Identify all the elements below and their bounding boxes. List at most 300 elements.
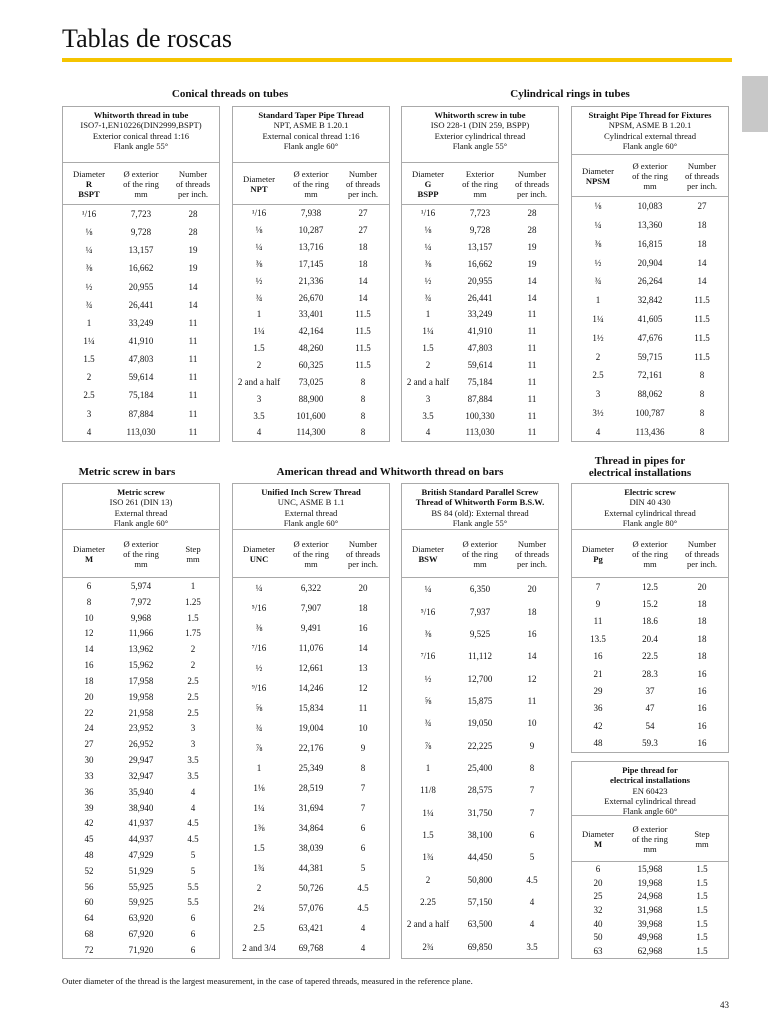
column-header-line: Ø exterior: [123, 168, 159, 179]
table-cell: 1.25: [185, 596, 201, 607]
table-spec-line: ISO7-1,EN10226(DIN2999,BSPT): [80, 120, 202, 131]
column-header-line: Number: [517, 168, 547, 179]
table-cell: 101,600: [296, 410, 326, 421]
table-npsm: [571, 106, 729, 442]
table-cell: 18: [697, 616, 707, 627]
column-header-line: Ø exterior: [293, 168, 329, 179]
table-cell: 2.5: [83, 390, 95, 401]
section-title-metric: Metric screw in bars: [78, 466, 176, 478]
table-cell: 1.5: [696, 904, 708, 915]
table-cell: 11: [527, 393, 537, 404]
table-cell: 14: [358, 292, 368, 303]
table-row: [572, 427, 728, 437]
table-row: [572, 738, 728, 748]
table-cell: 36: [593, 703, 603, 714]
table-row: [63, 318, 219, 328]
column-header: [572, 816, 624, 861]
table-cell: 6: [86, 580, 92, 591]
table-cell: 2: [190, 660, 196, 671]
table-cell: 2: [256, 360, 262, 371]
table-cell: 33,249: [128, 317, 154, 328]
table-row: [63, 354, 219, 364]
table-cell: ½: [424, 673, 432, 684]
table-cell: 8: [360, 393, 366, 404]
table-cell: 5: [529, 852, 535, 863]
table-cell: 5: [190, 849, 196, 860]
table-cell: 20.4: [642, 633, 658, 644]
column-header-line: R: [85, 178, 93, 189]
table-cell: 48: [84, 849, 94, 860]
column-header-row: [572, 816, 728, 862]
column-header: [624, 816, 676, 861]
table-cell: ⅛: [594, 201, 602, 212]
column-header-line: Ø exterior: [632, 823, 668, 834]
table-cell: 4.5: [357, 903, 369, 913]
table-cell: 42: [593, 720, 603, 731]
table-header: [63, 107, 219, 163]
table-row: [402, 718, 558, 728]
table-row: [233, 225, 389, 235]
table-cell: 1.75: [185, 628, 201, 639]
table-cell: 4: [190, 802, 196, 813]
table-row: [572, 686, 728, 696]
table-cell: 11: [527, 427, 537, 438]
table-cell: 20,955: [128, 281, 154, 292]
table-row: [63, 834, 219, 844]
column-header-line: Diameter: [243, 543, 275, 554]
table-cell: 18: [697, 599, 707, 610]
table-cell: 24: [84, 723, 94, 734]
table-cell: 88,062: [637, 389, 663, 400]
table-cell: 7,937: [469, 606, 491, 617]
column-header: [676, 155, 728, 196]
table-cell: 39,968: [637, 918, 663, 929]
table-cell: 26,441: [467, 292, 493, 303]
table-row: [233, 411, 389, 421]
table-cell: ½: [255, 275, 263, 286]
table-cell: 33: [84, 770, 94, 781]
section-title-conical: Conical threads on tubes: [171, 88, 289, 100]
table-cell: 14: [84, 644, 94, 655]
table-cell: 16: [697, 668, 707, 679]
table-cell: 113,030: [465, 427, 495, 438]
table-cell: ¾: [255, 292, 263, 303]
table-cell: ½: [85, 281, 93, 292]
table-cell: 16: [697, 686, 707, 697]
table-body: [572, 862, 728, 958]
table-body: [233, 578, 389, 958]
table-cell: 48: [593, 738, 603, 749]
table-cell: 11: [188, 426, 198, 437]
column-header-line: mm: [473, 558, 487, 569]
table-cell: 75,184: [467, 376, 493, 387]
table-row: [572, 239, 728, 249]
table-cell: 1: [425, 309, 431, 320]
table-cell: ½: [424, 275, 432, 286]
table-row: [63, 597, 219, 607]
table-cell: ¼: [255, 583, 263, 593]
table-cell: 9,491: [300, 623, 322, 633]
table-cell: 11/8: [420, 785, 436, 796]
table-cell: 12: [358, 683, 368, 693]
table-cell: 3.5: [526, 941, 538, 952]
table-row: [402, 343, 558, 353]
table-cell: 9: [360, 743, 366, 753]
table-cell: 87,884: [467, 393, 493, 404]
table-cell: 12: [84, 628, 94, 639]
table-cell: ¼: [255, 242, 263, 253]
table-cell: 14: [358, 643, 368, 653]
table-cell: 8: [86, 596, 92, 607]
table-row: [233, 923, 389, 933]
footnote: Outer diameter of the thread is the largest measurement, in the case of tapered threads, measured in the reference plane.: [62, 976, 473, 986]
table-row: [402, 326, 558, 336]
table-row: [63, 787, 219, 797]
table-cell: ⅞: [255, 743, 263, 753]
table-cell: ¾: [424, 718, 432, 729]
table-cell: 14,246: [298, 683, 324, 693]
table-spec-line: Flank angle 60°: [283, 140, 339, 151]
table-cell: ¼: [424, 584, 432, 595]
column-header: [676, 530, 728, 577]
table-row: [233, 583, 389, 593]
table-row: [572, 919, 728, 929]
column-header-line: Number: [348, 538, 378, 549]
table-cell: 16,815: [637, 238, 663, 249]
table-cell: 3.5: [187, 755, 199, 766]
table-cell: 2: [425, 360, 431, 371]
column-header-line: Ø exterior: [123, 538, 159, 549]
column-header-line: per inch.: [347, 188, 379, 199]
table-title: British Standard Parallel Screw: [421, 487, 539, 497]
table-cell: 37: [645, 686, 655, 697]
table-title: Standard Taper Pipe Thread: [258, 110, 364, 120]
column-header: [337, 530, 389, 577]
column-header: [454, 530, 506, 577]
table-cell: 54: [645, 720, 655, 731]
table-row: [63, 644, 219, 654]
table-row: [63, 581, 219, 591]
table-cell: 14: [527, 292, 537, 303]
table-cell: ⅜: [255, 258, 263, 269]
table-cell: 41,910: [467, 326, 493, 337]
column-header-line: mm: [134, 558, 148, 569]
table-row: [63, 882, 219, 892]
table-row: [63, 300, 219, 310]
table-cell: ¼: [424, 242, 432, 253]
table-cell: 57,076: [298, 903, 324, 913]
table-cell: 22,176: [298, 743, 324, 753]
table-cell: 16: [527, 628, 537, 639]
column-header: [285, 530, 337, 577]
table-row: [572, 669, 728, 679]
table-cell: 18.6: [642, 616, 658, 627]
column-header-line: mm: [695, 838, 709, 849]
table-cell: 11,112: [467, 651, 493, 662]
table-spec-line: UNC, ASME B 1.1: [277, 497, 345, 508]
column-header-line: of threads: [514, 178, 550, 189]
table-row: [63, 866, 219, 876]
table-cell: 2.25: [420, 896, 436, 907]
column-header-line: Number: [178, 168, 208, 179]
table-cell: 1¼: [253, 803, 265, 813]
table-cell: 7,972: [130, 596, 152, 607]
table-cell: ⅛: [85, 227, 93, 238]
column-header-line: of the ring: [632, 170, 668, 181]
table-row: [572, 314, 728, 324]
table-cell: 52: [84, 865, 94, 876]
table-cell: 29,947: [128, 755, 154, 766]
table-cell: ¼: [594, 220, 602, 231]
table-cell: 73,025: [298, 376, 324, 387]
table-cell: 20: [697, 581, 707, 592]
column-header-line: Diameter: [582, 543, 614, 554]
column-header-row: [402, 163, 558, 205]
table-cell: 14: [697, 257, 707, 268]
table-cell: 42,164: [298, 326, 324, 337]
table-cell: ⅛: [255, 225, 263, 236]
table-row: [63, 945, 219, 955]
table-cell: ⅜: [85, 263, 93, 274]
column-header: [624, 155, 676, 196]
table-cell: 2 and a half: [406, 919, 450, 930]
table-cell: 13,360: [637, 220, 663, 231]
table-cell: 16: [358, 623, 368, 633]
column-header-line: Ø exterior: [632, 160, 668, 171]
table-cell: 16,662: [128, 263, 154, 274]
table-cell: 8: [699, 407, 705, 418]
table-row: [233, 259, 389, 269]
table-cell: ⁵/16: [251, 603, 267, 613]
table-cell: 19: [527, 258, 537, 269]
table-cell: 28.3: [642, 668, 658, 679]
table-row: [572, 634, 728, 644]
table-cell: 1: [595, 295, 601, 306]
table-cell: 44,937: [128, 834, 154, 845]
column-header-line: of the ring: [632, 833, 668, 844]
table-cell: 25: [593, 891, 603, 902]
table-cell: 42: [84, 818, 94, 829]
table-cell: 4: [529, 919, 535, 930]
column-header-line: per inch.: [516, 558, 548, 569]
table-cell: 18: [697, 633, 707, 644]
table-title: Whitworth screw in tube: [434, 110, 526, 120]
table-cell: 45: [84, 834, 94, 845]
table-spec-line: Flank angle 60°: [622, 140, 678, 151]
table-row: [402, 696, 558, 706]
column-header-line: NPSM: [585, 175, 611, 186]
table-cell: 64: [84, 913, 94, 924]
table-body: [63, 578, 219, 958]
column-header-line: per inch.: [686, 558, 718, 569]
table-spec-line: External cylindrical thread: [604, 507, 696, 518]
table-cell: 3.5: [187, 770, 199, 781]
column-header-line: of the ring: [293, 548, 329, 559]
column-header-line: mm: [473, 188, 487, 199]
table-cell: 5: [190, 865, 196, 876]
table-title: Metric screw: [117, 487, 165, 497]
table-cell: 11: [527, 695, 537, 706]
table-cell: 11: [188, 336, 198, 347]
table-row: [402, 309, 558, 319]
table-row: [63, 372, 219, 382]
table-cell: 27: [697, 201, 707, 212]
column-header-line: Ø exterior: [462, 538, 498, 549]
table-row: [402, 607, 558, 617]
table-cell: 1.5: [83, 354, 95, 365]
table-cell: ¾: [424, 292, 432, 303]
column-header: [285, 163, 337, 204]
table-title: Pipe thread for: [622, 765, 678, 775]
table-cell: 18: [527, 606, 537, 617]
table-cell: 11.5: [355, 309, 371, 320]
table-cell: 72: [84, 944, 94, 955]
table-spec-line: EN 60423: [632, 785, 668, 796]
column-header-line: of threads: [345, 178, 381, 189]
table-row: [233, 394, 389, 404]
table-cell: 7,907: [300, 603, 322, 613]
column-header-line: Diameter: [73, 168, 105, 179]
table-cell: ½: [255, 663, 263, 673]
table-cell: 63,920: [128, 913, 154, 924]
table-cell: 14: [188, 299, 198, 310]
table-header: [63, 484, 219, 530]
table-cell: 59,614: [467, 360, 493, 371]
table-cell: 50,800: [467, 874, 493, 885]
table-spec-line: Flank angle 60°: [283, 517, 339, 528]
table-cell: 27: [358, 225, 368, 236]
table-title: Whitworth thread in tube: [93, 110, 189, 120]
table-cell: 6: [190, 913, 196, 924]
table-row: [63, 929, 219, 939]
column-header: [115, 530, 167, 577]
table-row: [402, 830, 558, 840]
table-row: [572, 220, 728, 230]
column-header-line: Diameter: [73, 543, 105, 554]
table-cell: 26,670: [298, 292, 324, 303]
table-cell: 2.5: [187, 675, 199, 686]
table-metric: [62, 483, 220, 959]
table-cell: 55,925: [128, 881, 154, 892]
table-row: [402, 629, 558, 639]
column-header-line: Diameter: [412, 168, 444, 179]
column-header-line: M: [84, 553, 94, 564]
table-cell: 11: [527, 376, 537, 387]
table-cell: 11.5: [694, 295, 710, 306]
table-cell: 7: [360, 783, 366, 793]
table-cell: 44,381: [298, 863, 324, 873]
table-cell: 1: [256, 309, 262, 320]
column-header: [676, 816, 728, 861]
table-cell: ¾: [255, 723, 263, 733]
table-cell: 20: [527, 584, 537, 595]
table-row: [233, 723, 389, 733]
table-cell: 11.5: [694, 332, 710, 343]
table-row: [402, 674, 558, 684]
table-row: [402, 394, 558, 404]
table-cell: 11: [188, 408, 198, 419]
table-cell: 5.5: [187, 881, 199, 892]
table-row: [402, 242, 558, 252]
table-header: [572, 107, 728, 155]
table-cell: 5,974: [130, 580, 152, 591]
table-cell: 6,322: [300, 583, 322, 593]
table-row: [402, 377, 558, 387]
table-row: [233, 326, 389, 336]
table-row: [63, 676, 219, 686]
table-cell: 7: [529, 785, 535, 796]
table-cell: 3: [256, 393, 262, 404]
table-row: [402, 763, 558, 773]
table-row: [402, 293, 558, 303]
column-header-line: of the ring: [123, 548, 159, 559]
column-header: [506, 530, 558, 577]
table-row: [402, 651, 558, 661]
column-header-line: of threads: [175, 178, 211, 189]
table-cell: 87,884: [128, 408, 154, 419]
column-header: [233, 530, 285, 577]
table-cell: 2.5: [187, 707, 199, 718]
table-row: [572, 946, 728, 956]
table-cell: 13,157: [467, 242, 493, 253]
table-cell: 3½: [592, 407, 604, 418]
table-title: electrical installations: [610, 775, 690, 786]
table-cell: 48,260: [298, 343, 324, 354]
table-cell: 15,834: [298, 703, 324, 713]
table-cell: 18: [697, 220, 707, 231]
table-cell: 24,968: [637, 891, 663, 902]
table-cell: 13,716: [298, 242, 324, 253]
page-tab: [742, 76, 768, 132]
table-cell: 15,875: [467, 695, 493, 706]
table-row: [233, 242, 389, 252]
table-cell: 9,728: [130, 227, 152, 238]
table-row: [63, 336, 219, 346]
table-row: [63, 818, 219, 828]
table-cell: 6: [360, 823, 366, 833]
table-cell: 11: [527, 343, 537, 354]
table-body: [402, 205, 558, 441]
table-cell: 6: [529, 829, 535, 840]
table-cell: 31,750: [467, 807, 493, 818]
column-header-line: Number: [687, 538, 717, 549]
table-cell: 1.5: [422, 343, 434, 354]
table-row: [63, 227, 219, 237]
column-header-line: Number: [517, 538, 547, 549]
column-header-line: Exterior: [465, 168, 495, 179]
table-cell: ½: [594, 257, 602, 268]
table-cell: 11: [527, 360, 537, 371]
table-cell: 51,929: [128, 865, 154, 876]
table-cell: 5: [360, 863, 366, 873]
table-row: [233, 643, 389, 653]
table-cell: 2¾: [422, 941, 434, 952]
table-cell: ⁷/16: [420, 651, 436, 662]
table-cell: 13,157: [128, 245, 154, 256]
table-cell: 1¼: [422, 807, 434, 818]
table-row: [63, 660, 219, 670]
table-row: [233, 208, 389, 218]
table-cell: ⅝: [424, 695, 432, 706]
table-cell: 32,842: [637, 295, 663, 306]
column-header: [63, 163, 115, 204]
table-cell: 10,083: [637, 201, 663, 212]
table-header: [572, 484, 728, 530]
column-header-line: per inch.: [516, 188, 548, 199]
table-cell: 10: [527, 718, 537, 729]
page-number: 43: [720, 1000, 729, 1010]
table-cell: 9,968: [130, 612, 152, 623]
